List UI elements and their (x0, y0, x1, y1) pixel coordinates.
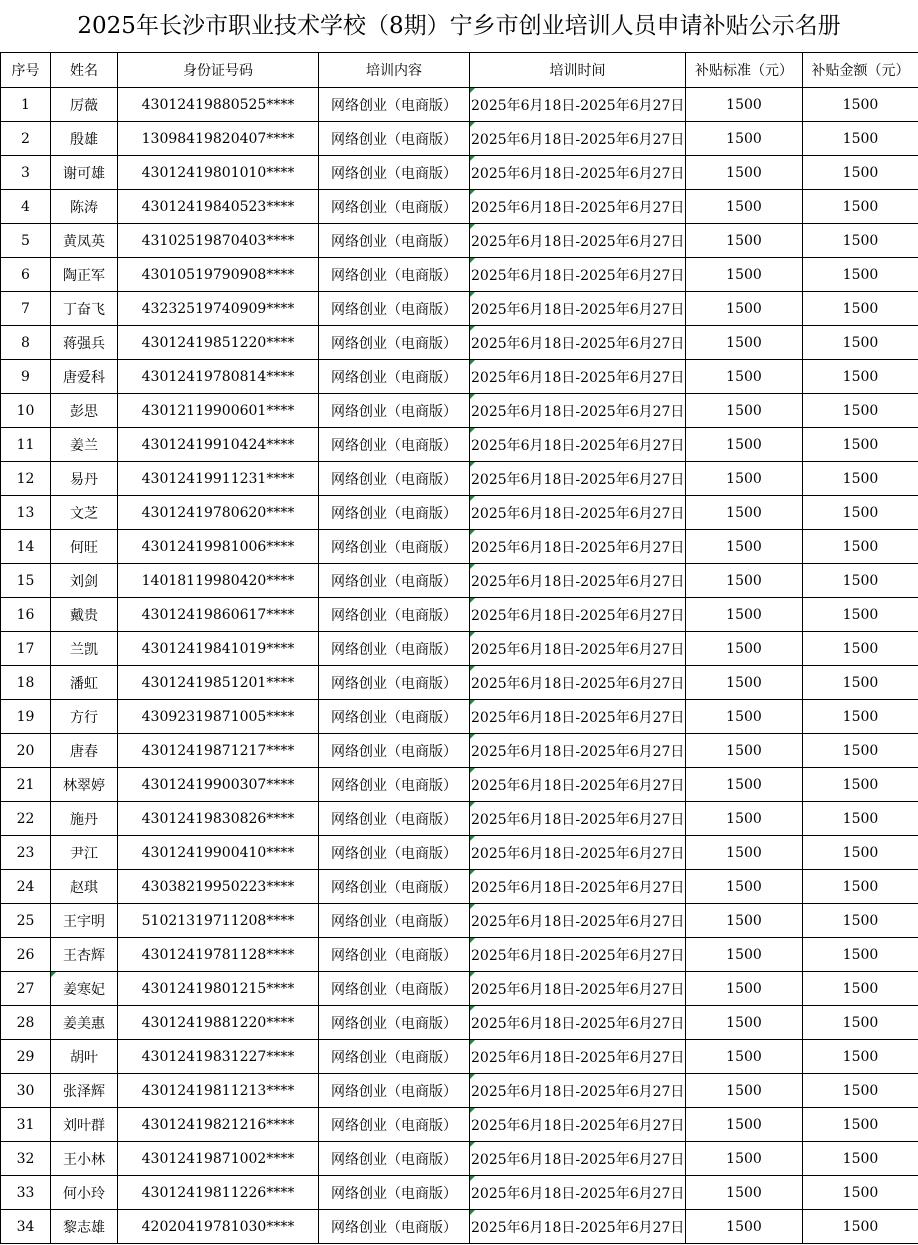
cell-amount: 1500 (803, 564, 918, 598)
cell-name: 何小玲 (51, 1176, 118, 1210)
header-cell-time: 培训时间 (470, 53, 686, 88)
cell-content: 网络创业（电商版） (319, 836, 470, 870)
cell-standard: 1500 (686, 394, 803, 428)
cell-amount: 1500 (803, 360, 918, 394)
cell-standard: 1500 (686, 1142, 803, 1176)
cell-standard: 1500 (686, 734, 803, 768)
table-row (1, 462, 918, 496)
cell-index: 14 (1, 530, 51, 564)
cell-time: 2025年6月18日-2025年6月27日 (470, 428, 686, 462)
cell-content: 网络创业（电商版） (319, 292, 470, 326)
cell-amount: 1500 (803, 258, 918, 292)
header-cell-name: 姓名 (51, 53, 118, 88)
cell-id: 43012419871217**** (118, 734, 319, 768)
cell-time: 2025年6月18日-2025年6月27日 (470, 156, 686, 190)
cell-time: 2025年6月18日-2025年6月27日 (470, 1210, 686, 1244)
cell-index: 1 (1, 88, 51, 122)
cell-time: 2025年6月18日-2025年6月27日 (470, 734, 686, 768)
cell-time: 2025年6月18日-2025年6月27日 (470, 530, 686, 564)
cell-content: 网络创业（电商版） (319, 394, 470, 428)
cell-content: 网络创业（电商版） (319, 1142, 470, 1176)
cell-name: 姜美惠 (51, 1006, 118, 1040)
cell-name: 唐爱科 (51, 360, 118, 394)
cell-index: 33 (1, 1176, 51, 1210)
cell-index: 2 (1, 122, 51, 156)
cell-content: 网络创业（电商版） (319, 190, 470, 224)
cell-amount: 1500 (803, 326, 918, 360)
cell-id: 43012419851220**** (118, 326, 319, 360)
cell-standard: 1500 (686, 836, 803, 870)
cell-amount: 1500 (803, 1108, 918, 1142)
cell-standard: 1500 (686, 802, 803, 836)
cell-standard: 1500 (686, 462, 803, 496)
cell-id: 43012419900410**** (118, 836, 319, 870)
cell-content: 网络创业（电商版） (319, 496, 470, 530)
cell-name: 谢可雄 (51, 156, 118, 190)
cell-content: 网络创业（电商版） (319, 428, 470, 462)
table-row (1, 734, 918, 768)
table-row (1, 802, 918, 836)
cell-id: 13098419820407**** (118, 122, 319, 156)
cell-name: 丁奋飞 (51, 292, 118, 326)
cell-name: 陈涛 (51, 190, 118, 224)
cell-amount: 1500 (803, 768, 918, 802)
cell-time: 2025年6月18日-2025年6月27日 (470, 904, 686, 938)
cell-name: 蒋强兵 (51, 326, 118, 360)
cell-time: 2025年6月18日-2025年6月27日 (470, 224, 686, 258)
cell-id: 43012419781128**** (118, 938, 319, 972)
cell-content: 网络创业（电商版） (319, 734, 470, 768)
table-row (1, 1074, 918, 1108)
cell-standard: 1500 (686, 564, 803, 598)
cell-index: 9 (1, 360, 51, 394)
cell-time: 2025年6月18日-2025年6月27日 (470, 122, 686, 156)
cell-amount: 1500 (803, 224, 918, 258)
cell-time: 2025年6月18日-2025年6月27日 (470, 666, 686, 700)
cell-standard: 1500 (686, 428, 803, 462)
cell-amount: 1500 (803, 88, 918, 122)
cell-standard: 1500 (686, 700, 803, 734)
cell-id: 43012419801010**** (118, 156, 319, 190)
cell-id: 43010519790908**** (118, 258, 319, 292)
cell-content: 网络创业（电商版） (319, 972, 470, 1006)
cell-standard: 1500 (686, 156, 803, 190)
table-row (1, 598, 918, 632)
table-row (1, 1176, 918, 1210)
cell-time: 2025年6月18日-2025年6月27日 (470, 394, 686, 428)
cell-time: 2025年6月18日-2025年6月27日 (470, 700, 686, 734)
cell-index: 31 (1, 1108, 51, 1142)
cell-standard: 1500 (686, 258, 803, 292)
cell-amount: 1500 (803, 496, 918, 530)
cell-time: 2025年6月18日-2025年6月27日 (470, 1074, 686, 1108)
header-cell-amount: 补贴金额（元） (803, 53, 918, 88)
cell-content: 网络创业（电商版） (319, 88, 470, 122)
cell-index: 15 (1, 564, 51, 598)
cell-standard: 1500 (686, 326, 803, 360)
roster-table (0, 52, 918, 1244)
table-row (1, 292, 918, 326)
cell-time: 2025年6月18日-2025年6月27日 (470, 938, 686, 972)
cell-amount: 1500 (803, 1040, 918, 1074)
cell-name: 何旺 (51, 530, 118, 564)
table-row (1, 870, 918, 904)
cell-index: 22 (1, 802, 51, 836)
cell-id: 43012419900307**** (118, 768, 319, 802)
cell-index: 17 (1, 632, 51, 666)
cell-index: 16 (1, 598, 51, 632)
cell-amount: 1500 (803, 734, 918, 768)
table-row (1, 768, 918, 802)
cell-index: 8 (1, 326, 51, 360)
cell-standard: 1500 (686, 768, 803, 802)
table-row (1, 1108, 918, 1142)
cell-index: 30 (1, 1074, 51, 1108)
cell-amount: 1500 (803, 122, 918, 156)
cell-index: 12 (1, 462, 51, 496)
cell-id: 43012419811213**** (118, 1074, 319, 1108)
cell-id: 43012419801215**** (118, 972, 319, 1006)
cell-time: 2025年6月18日-2025年6月27日 (470, 190, 686, 224)
cell-id: 43092319871005**** (118, 700, 319, 734)
table-row (1, 700, 918, 734)
table-row (1, 122, 918, 156)
cell-content: 网络创业（电商版） (319, 870, 470, 904)
cell-time: 2025年6月18日-2025年6月27日 (470, 768, 686, 802)
cell-index: 18 (1, 666, 51, 700)
cell-id: 14018119980420**** (118, 564, 319, 598)
cell-standard: 1500 (686, 1210, 803, 1244)
cell-id: 43012419830826**** (118, 802, 319, 836)
cell-id: 43012419831227**** (118, 1040, 319, 1074)
table-row (1, 258, 918, 292)
cell-id: 43012419910424**** (118, 428, 319, 462)
cell-amount: 1500 (803, 904, 918, 938)
cell-content: 网络创业（电商版） (319, 326, 470, 360)
table-row (1, 904, 918, 938)
cell-content: 网络创业（电商版） (319, 122, 470, 156)
table-row (1, 1142, 918, 1176)
cell-id: 43012419780620**** (118, 496, 319, 530)
cell-time: 2025年6月18日-2025年6月27日 (470, 1040, 686, 1074)
cell-index: 27 (1, 972, 51, 1006)
cell-index: 6 (1, 258, 51, 292)
cell-content: 网络创业（电商版） (319, 904, 470, 938)
cell-standard: 1500 (686, 496, 803, 530)
cell-standard: 1500 (686, 122, 803, 156)
cell-amount: 1500 (803, 632, 918, 666)
cell-id: 43012119900601**** (118, 394, 319, 428)
cell-time: 2025年6月18日-2025年6月27日 (470, 1108, 686, 1142)
cell-content: 网络创业（电商版） (319, 462, 470, 496)
cell-time: 2025年6月18日-2025年6月27日 (470, 836, 686, 870)
cell-amount: 1500 (803, 1210, 918, 1244)
cell-amount: 1500 (803, 394, 918, 428)
cell-content: 网络创业（电商版） (319, 768, 470, 802)
cell-id: 43012419840523**** (118, 190, 319, 224)
cell-name: 刘叶群 (51, 1108, 118, 1142)
cell-index: 26 (1, 938, 51, 972)
cell-content: 网络创业（电商版） (319, 156, 470, 190)
table-row (1, 360, 918, 394)
table-row (1, 326, 918, 360)
header-row (1, 53, 918, 88)
cell-content: 网络创业（电商版） (319, 1108, 470, 1142)
cell-index: 21 (1, 768, 51, 802)
cell-content: 网络创业（电商版） (319, 1074, 470, 1108)
table-row (1, 496, 918, 530)
page-title: 2025年长沙市职业技术学校（8期）宁乡市创业培训人员申请补贴公示名册 (77, 13, 841, 39)
cell-index: 13 (1, 496, 51, 530)
cell-name: 张泽辉 (51, 1074, 118, 1108)
cell-name: 文芝 (51, 496, 118, 530)
cell-standard: 1500 (686, 666, 803, 700)
cell-standard: 1500 (686, 1176, 803, 1210)
cell-id: 43012419911231**** (118, 462, 319, 496)
cell-time: 2025年6月18日-2025年6月27日 (470, 802, 686, 836)
cell-index: 32 (1, 1142, 51, 1176)
cell-name: 陶正军 (51, 258, 118, 292)
cell-id: 43102519870403**** (118, 224, 319, 258)
cell-name: 王宇明 (51, 904, 118, 938)
cell-name: 刘剑 (51, 564, 118, 598)
cell-time: 2025年6月18日-2025年6月27日 (470, 88, 686, 122)
cell-name: 易丹 (51, 462, 118, 496)
header-cell-index: 序号 (1, 53, 51, 88)
cell-amount: 1500 (803, 1006, 918, 1040)
table-row (1, 88, 918, 122)
header-cell-content: 培训内容 (319, 53, 470, 88)
cell-index: 20 (1, 734, 51, 768)
cell-name: 兰凯 (51, 632, 118, 666)
cell-time: 2025年6月18日-2025年6月27日 (470, 598, 686, 632)
cell-time: 2025年6月18日-2025年6月27日 (470, 360, 686, 394)
table-row (1, 632, 918, 666)
cell-time: 2025年6月18日-2025年6月27日 (470, 1006, 686, 1040)
cell-content: 网络创业（电商版） (319, 1176, 470, 1210)
cell-amount: 1500 (803, 802, 918, 836)
cell-standard: 1500 (686, 530, 803, 564)
cell-standard: 1500 (686, 190, 803, 224)
cell-standard: 1500 (686, 224, 803, 258)
table-row (1, 564, 918, 598)
cell-id: 43012419841019**** (118, 632, 319, 666)
cell-id: 43012419780814**** (118, 360, 319, 394)
cell-id: 43012419871002**** (118, 1142, 319, 1176)
cell-amount: 1500 (803, 462, 918, 496)
cell-id: 43012419880525**** (118, 88, 319, 122)
cell-name: 王小林 (51, 1142, 118, 1176)
cell-id: 51021319711208**** (118, 904, 319, 938)
cell-index: 10 (1, 394, 51, 428)
table-row (1, 1210, 918, 1244)
cell-name: 赵琪 (51, 870, 118, 904)
cell-amount: 1500 (803, 428, 918, 462)
cell-name: 胡叶 (51, 1040, 118, 1074)
cell-content: 网络创业（电商版） (319, 1210, 470, 1244)
table-row (1, 156, 918, 190)
cell-amount: 1500 (803, 190, 918, 224)
table-row (1, 1040, 918, 1074)
table-row (1, 972, 918, 1006)
cell-amount: 1500 (803, 1142, 918, 1176)
cell-index: 19 (1, 700, 51, 734)
cell-index: 29 (1, 1040, 51, 1074)
cell-index: 4 (1, 190, 51, 224)
cell-name: 姜寒妃 (51, 972, 118, 1006)
cell-name: 唐春 (51, 734, 118, 768)
cell-name: 施丹 (51, 802, 118, 836)
cell-name: 厉薇 (51, 88, 118, 122)
cell-id: 42020419781030**** (118, 1210, 319, 1244)
table-row (1, 1006, 918, 1040)
cell-id: 43012419860617**** (118, 598, 319, 632)
cell-id: 43012419881220**** (118, 1006, 319, 1040)
cell-amount: 1500 (803, 1074, 918, 1108)
cell-standard: 1500 (686, 972, 803, 1006)
cell-amount: 1500 (803, 530, 918, 564)
cell-time: 2025年6月18日-2025年6月27日 (470, 1142, 686, 1176)
cell-standard: 1500 (686, 1006, 803, 1040)
cell-content: 网络创业（电商版） (319, 360, 470, 394)
cell-name: 姜兰 (51, 428, 118, 462)
cell-index: 28 (1, 1006, 51, 1040)
cell-amount: 1500 (803, 836, 918, 870)
cell-content: 网络创业（电商版） (319, 802, 470, 836)
cell-amount: 1500 (803, 666, 918, 700)
cell-standard: 1500 (686, 632, 803, 666)
cell-amount: 1500 (803, 292, 918, 326)
table-row (1, 394, 918, 428)
cell-content: 网络创业（电商版） (319, 632, 470, 666)
cell-index: 23 (1, 836, 51, 870)
cell-amount: 1500 (803, 598, 918, 632)
cell-time: 2025年6月18日-2025年6月27日 (470, 292, 686, 326)
cell-index: 7 (1, 292, 51, 326)
cell-name: 尹江 (51, 836, 118, 870)
cell-standard: 1500 (686, 88, 803, 122)
cell-content: 网络创业（电商版） (319, 1040, 470, 1074)
cell-content: 网络创业（电商版） (319, 938, 470, 972)
cell-standard: 1500 (686, 598, 803, 632)
cell-amount: 1500 (803, 700, 918, 734)
cell-name: 彭思 (51, 394, 118, 428)
cell-index: 3 (1, 156, 51, 190)
cell-standard: 1500 (686, 360, 803, 394)
cell-time: 2025年6月18日-2025年6月27日 (470, 870, 686, 904)
table-body (1, 88, 918, 1244)
cell-id: 43038219950223**** (118, 870, 319, 904)
table-row (1, 666, 918, 700)
cell-amount: 1500 (803, 972, 918, 1006)
cell-content: 网络创业（电商版） (319, 258, 470, 292)
cell-amount: 1500 (803, 156, 918, 190)
cell-id: 43232519740909**** (118, 292, 319, 326)
cell-name: 林翠婷 (51, 768, 118, 802)
cell-index: 34 (1, 1210, 51, 1244)
cell-name: 方行 (51, 700, 118, 734)
table-row (1, 836, 918, 870)
cell-id: 43012419851201**** (118, 666, 319, 700)
cell-standard: 1500 (686, 1074, 803, 1108)
cell-amount: 1500 (803, 1176, 918, 1210)
cell-id: 43012419821216**** (118, 1108, 319, 1142)
table-row (1, 224, 918, 258)
cell-content: 网络创业（电商版） (319, 700, 470, 734)
cell-time: 2025年6月18日-2025年6月27日 (470, 564, 686, 598)
header-cell-standard: 补贴标准（元） (686, 53, 803, 88)
cell-standard: 1500 (686, 292, 803, 326)
cell-standard: 1500 (686, 938, 803, 972)
cell-name: 殷雄 (51, 122, 118, 156)
cell-content: 网络创业（电商版） (319, 224, 470, 258)
header-cell-id: 身份证号码 (118, 53, 319, 88)
cell-id: 43012419811226**** (118, 1176, 319, 1210)
cell-index: 24 (1, 870, 51, 904)
cell-content: 网络创业（电商版） (319, 1006, 470, 1040)
cell-time: 2025年6月18日-2025年6月27日 (470, 1176, 686, 1210)
cell-content: 网络创业（电商版） (319, 598, 470, 632)
cell-name: 戴贵 (51, 598, 118, 632)
cell-index: 25 (1, 904, 51, 938)
cell-standard: 1500 (686, 1040, 803, 1074)
cell-name: 潘虹 (51, 666, 118, 700)
cell-index: 11 (1, 428, 51, 462)
table-row (1, 428, 918, 462)
cell-amount: 1500 (803, 938, 918, 972)
cell-time: 2025年6月18日-2025年6月27日 (470, 462, 686, 496)
cell-content: 网络创业（电商版） (319, 666, 470, 700)
cell-time: 2025年6月18日-2025年6月27日 (470, 972, 686, 1006)
cell-content: 网络创业（电商版） (319, 530, 470, 564)
table-row (1, 938, 918, 972)
cell-time: 2025年6月18日-2025年6月27日 (470, 258, 686, 292)
table-row (1, 530, 918, 564)
table-row (1, 190, 918, 224)
cell-amount: 1500 (803, 870, 918, 904)
cell-time: 2025年6月18日-2025年6月27日 (470, 496, 686, 530)
cell-standard: 1500 (686, 1108, 803, 1142)
cell-name: 黄凤英 (51, 224, 118, 258)
cell-time: 2025年6月18日-2025年6月27日 (470, 632, 686, 666)
cell-name: 黎志雄 (51, 1210, 118, 1244)
cell-content: 网络创业（电商版） (319, 564, 470, 598)
cell-standard: 1500 (686, 870, 803, 904)
cell-name: 王杏辉 (51, 938, 118, 972)
cell-index: 5 (1, 224, 51, 258)
cell-standard: 1500 (686, 904, 803, 938)
cell-time: 2025年6月18日-2025年6月27日 (470, 326, 686, 360)
cell-id: 43012419981006**** (118, 530, 319, 564)
